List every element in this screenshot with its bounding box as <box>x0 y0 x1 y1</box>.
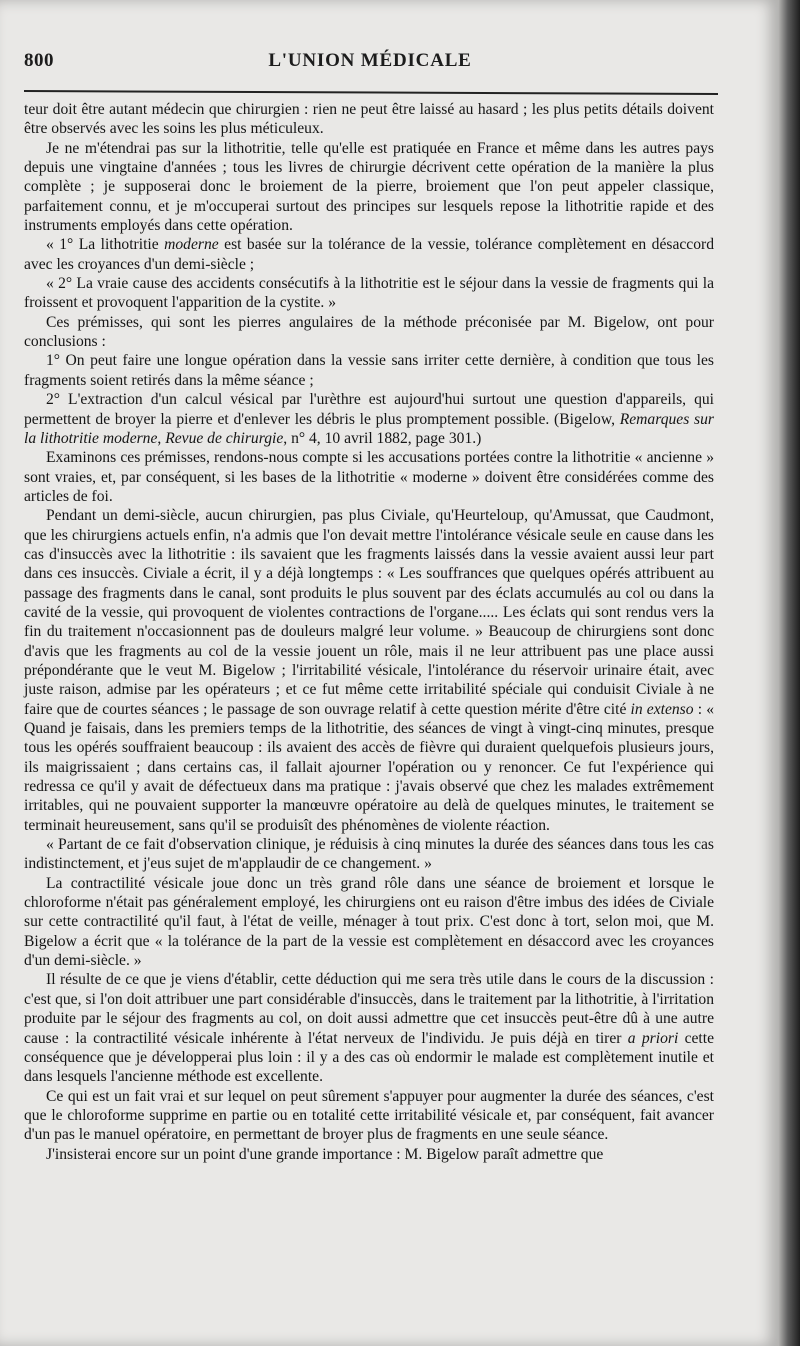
text-run: 2° L'extraction d'un calcul vésical par l'urèthre est aujourd'hui surtout une question d'appareils, qui permettent de broyer la pierre et d'enlever les débris le plus promptement possible. (Bigelow, <box>24 391 714 428</box>
italic-text: Remarques sur la lithotritie moderne <box>24 410 714 447</box>
paragraph <box>24 506 714 835</box>
text-run: Il résulte de ce que je viens d'établir, cette déduction qui me sera très utile dans le cours de la discussion : c'est que, si l'on doit attribuer une part considérable d'insuccès, dans le traitement par la lithotritie, à l'irritation produite par le séjour des fragments au col, on doit aussi admettre que cet insuccès peut-être dû à une autre cause : la contractilité vésicale inhérente à l'état nerveux de l'individu. Je puis déjà en tirer <box>24 971 714 1047</box>
text-run: : « Quand je faisais, dans les premiers temps de la lithotritie, des séances de vingt à vingt-cinq minutes, presque tous les opérés souffraient beaucoup : ils avaient des accès de fièvre qui duraient quelquefois plusieurs jours, ils maigrissaient ; dans certains cas, il fallait ajourner l'opération ou y renoncer. Ce fut l'expérience qui redressa ce qu'il y avait de défectueux dans ma pratique : j'avais observé que chez les malades extrêmement irritables, qui ne pouvaient supporter la manœuvre opératoire au delà de quelques minutes, le traitement se terminait heureusement, sans qu'il se produisît des phénomènes de violente réaction. <box>24 700 714 834</box>
text-run: est basée sur la tolérance de la vessie, tolérance complètement en désaccord avec les croyances d'un demi-siècle ; <box>24 236 715 273</box>
paragraph <box>24 100 714 139</box>
paragraph <box>24 313 714 352</box>
running-head: L'UNION MÉDICALE <box>268 50 472 71</box>
paragraph <box>24 274 714 313</box>
text-run: Je ne m'étendrai pas sur la lithotritie, telle qu'elle est pratiquée en France et même dans les autres pays depuis une vingtaine d'années ; tous les livres de chirurgie décrivent cette opération de la manière la plus complète ; je supposerai donc le broiement de la pierre, broiement que l'on peut appeler classique, parfaitement connu, et je m'occuperai surtout des principes sur lesquels repose la lithotritie rapide et des instruments employés dans cette opération. <box>24 139 714 235</box>
italic-text: moderne <box>164 236 219 254</box>
paragraph <box>24 1145 714 1164</box>
page-number: 800 <box>24 50 54 71</box>
text-run: « 1° La lithotritie <box>46 236 165 254</box>
italic-text: a priori <box>627 1029 679 1047</box>
body-text <box>24 100 714 1164</box>
header-rule <box>24 90 718 95</box>
text-run: Ce qui est un fait vrai et sur lequel on peut sûrement s'appuyer pour augmenter la durée des séances, c'est que le chloroforme supprime en partie ou en totalité cette irritabilité vésicale et, par conséquent, fait avancer d'un pas le manuel opératoire, en permettant de broyer plus de fragments en une seule séance. <box>24 1087 714 1144</box>
text-run: « Partant de ce fait d'observation clinique, je réduisis à cinq minutes la durée des séances dans tous les cas indistinctement, et j'eus sujet de m'applaudir de ce changement. » <box>24 836 714 873</box>
paragraph <box>24 970 714 1086</box>
text-run: Ces prémisses, qui sont les pierres angulaires de la méthode préconisée par M. Bigelow, ont pour conclusions : <box>24 313 714 351</box>
paragraph <box>24 1087 714 1145</box>
italic-text: in extenso <box>630 700 694 718</box>
text-run: « 2° La vraie cause des accidents consécutifs à la lithotritie est le séjour dans la vessie de fragments qui la froissent et provoquent l'apparition de la cystite. » <box>24 275 714 312</box>
text-run: teur doit être autant médecin que chirurgien : rien ne peut être laissé au hasard ; les plus petits détails doivent être observés avec les soins les plus méticuleux. <box>24 101 714 138</box>
text-run: Pendant un demi-siècle, aucun chirurgien, pas plus Civiale, qu'Heurteloup, qu'Amussat, que Caudmont, que les chirurgiens actuels enfin, n'a admis que l'on devait mettre l'intolérance vésicale seule en cause dans les cas d'insuccès avec la lithotritie : ils savaient que les fragments laissés dans la vessie avaient aussi leur part dans ces insuccès. Civiale a écrit, il y a déjà longtemps : « Les souffrances que quelques opérés attribuent au passage des fragments dans le canal, sont produits le plus souvent par des éclats accumulés au col ou dans la cavité de la vessie, qui provoquent de violentes contractions de l'organe..... Les éclats qui sont rendus vers la fin du traitement n'occasionnent pas de douleurs malgré leur volume. » Beaucoup de chirurgiens sont donc d'avis que les fragments au col de la vessie jouent un rôle, mais il ne leur attribuent pas une place aussi prépondérante que le veut M. Bigelow ; l'irritabilité vésicale, l'intolérance du réservoir urinaire était, avec juste raison, admise par les opérateurs ; et ce fut même cette irritabilité spéciale qui conduisit Civiale à ne faire que de courtes séances ; le passage de son ouvrage relatif à cette question mérite d'être cité <box>24 507 714 718</box>
page-header <box>24 50 716 80</box>
paragraph <box>24 139 714 236</box>
text-run: 1° On peut faire une longue opération dans la vessie sans irriter cette dernière, à condition que tous les fragments soient retirés dans la même séance ; <box>24 352 714 389</box>
text-run: La contractilité vésicale joue donc un très grand rôle dans une séance de broiement et lorsque le chloroforme n'était pas généralement employé, les chirurgiens ont eu raison d'être imbus des idées de Civiale sur cette contractilité qu'il faut, à l'état de veille, ménager à tout prix. C'est donc à tort, selon moi, que M. Bigelow a écrit que « la tolérance de la part de la vessie est complètement en désaccord avec les croyances d'un demi-siècle. » <box>24 874 714 970</box>
paragraph <box>24 351 714 390</box>
text-run: , n° 4, 10 avril 1882, page 301.) <box>283 429 482 447</box>
text-run: Examinons ces prémisses, rendons-nous compte si les accusations portées contre la lithotritie « ancienne » sont vraies, et, par conséquent, si les bases de la lithotritie « moderne » doivent être considérées comme des articles de foi. <box>24 449 714 505</box>
page-edge-shadow <box>778 0 800 1346</box>
paragraph <box>24 235 714 274</box>
paragraph <box>24 835 714 874</box>
paragraph <box>24 390 714 448</box>
paragraph <box>24 448 714 506</box>
text-run: J'insisterai encore sur un point d'une grande importance : M. Bigelow paraît admettre que <box>46 1145 604 1163</box>
paragraph <box>24 874 714 971</box>
text-run: cette conséquence que je développerai plus loin : il y a des cas où endormir le malade est complètement inutile et dans lesquels l'ancienne méthode est excellente. <box>24 1029 715 1086</box>
italic-text: Revue de chirurgie <box>165 429 284 447</box>
text-run: , <box>157 429 166 447</box>
